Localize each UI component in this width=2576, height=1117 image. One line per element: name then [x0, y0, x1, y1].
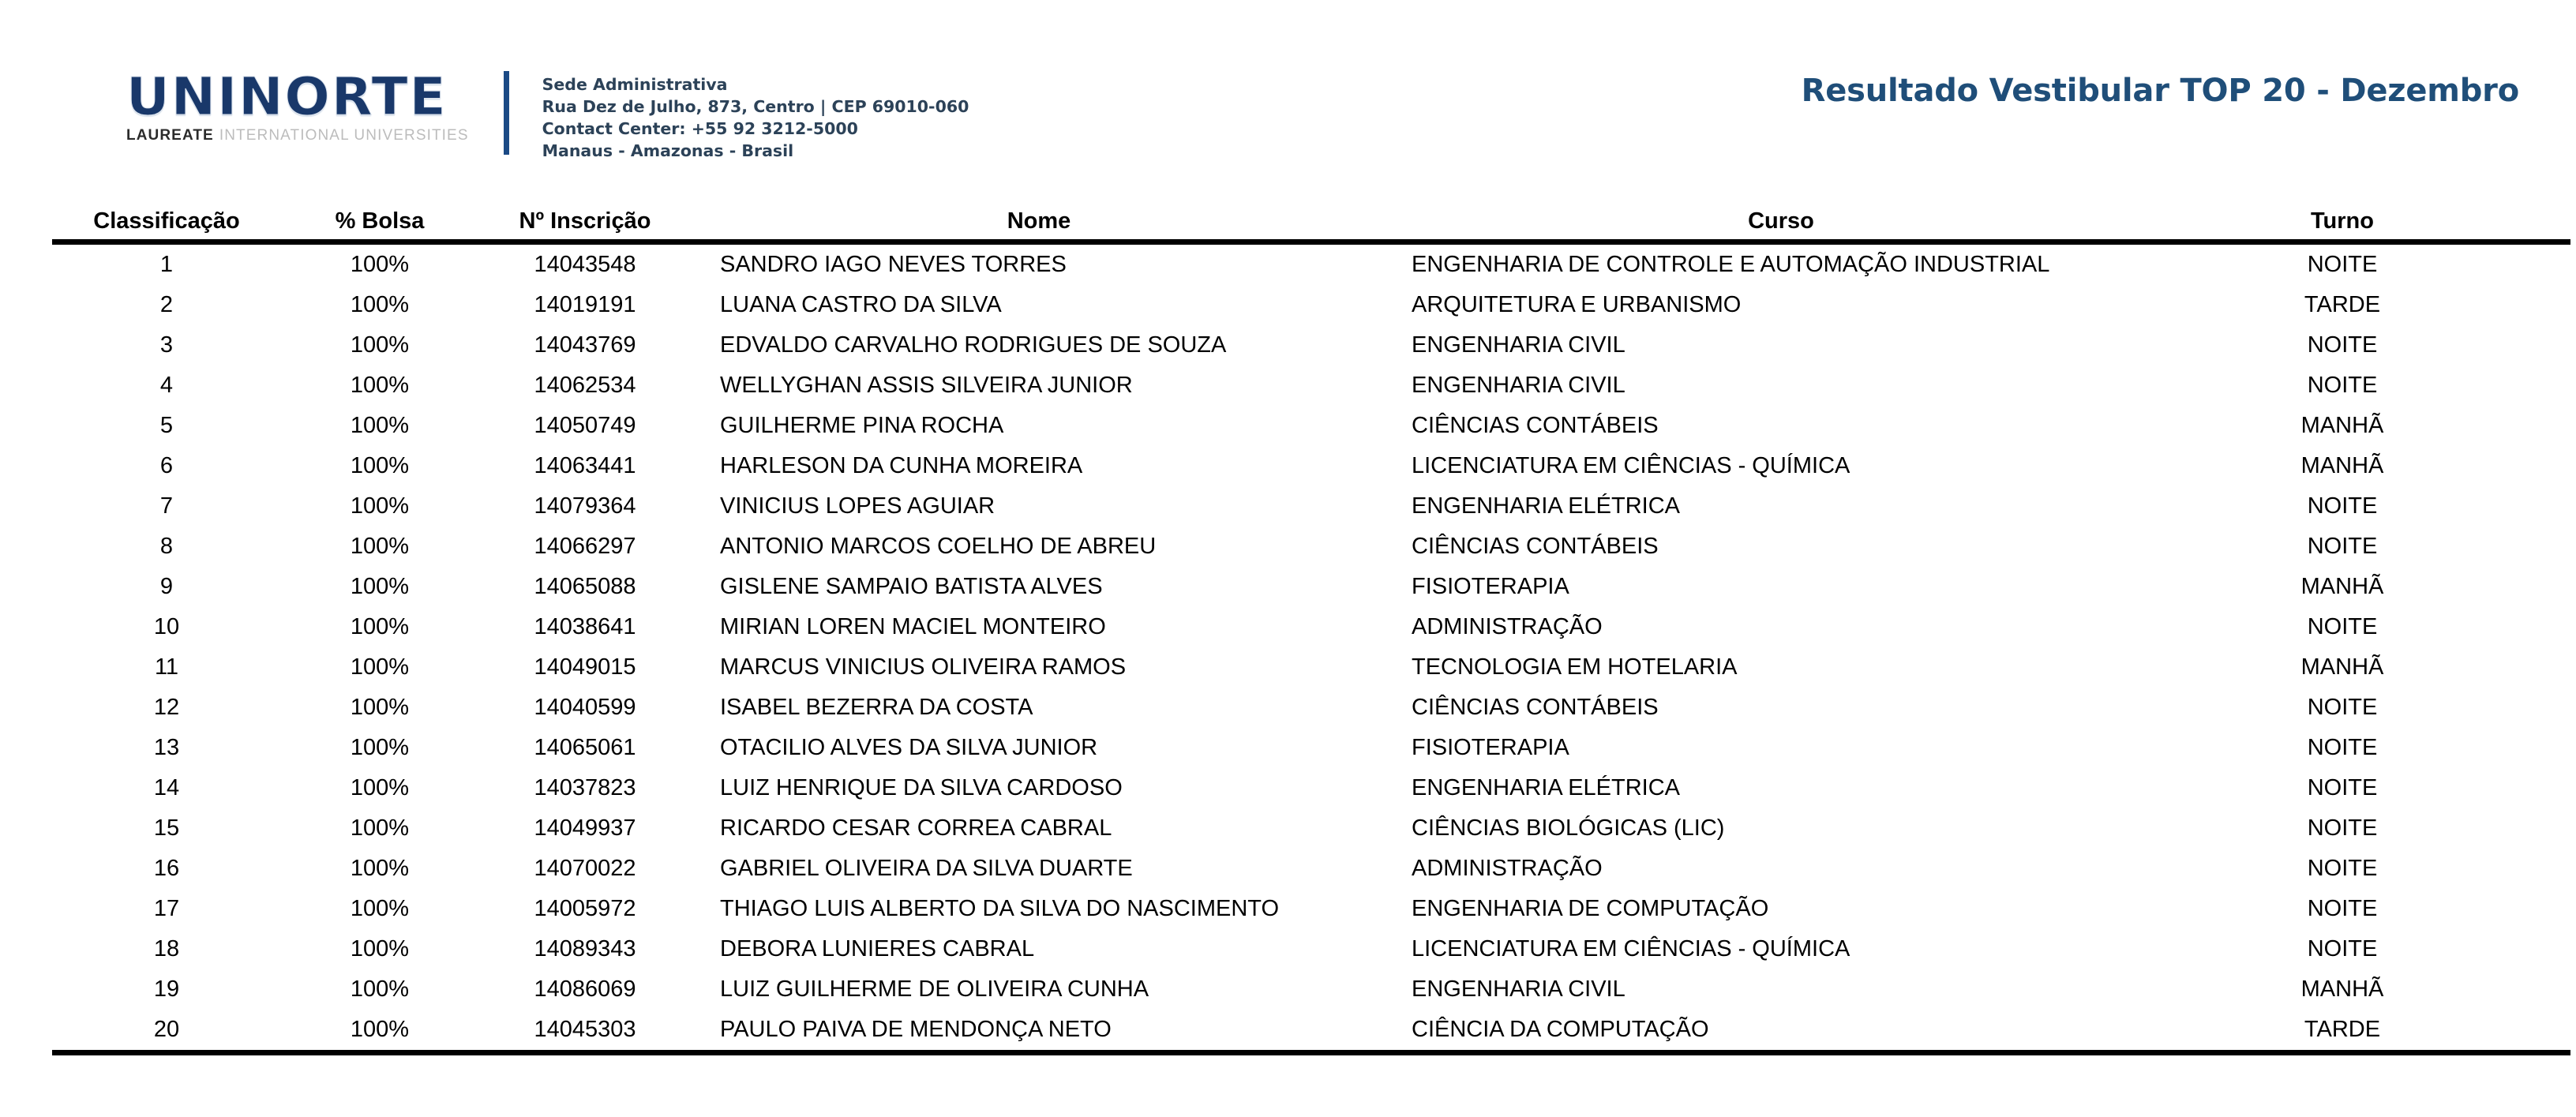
cell-inscricao: 14079364 [534, 493, 636, 519]
cell-inscricao: 14089343 [534, 935, 636, 961]
cell-curso: LICENCIATURA EM CIÊNCIAS - QUÍMICA [1412, 452, 1850, 478]
cell-classificacao: 12 [153, 694, 180, 720]
address-block [542, 69, 969, 163]
rule-inset-right [2570, 768, 2576, 808]
cell-inscricao: 14049015 [534, 654, 636, 680]
rule-inset-left [0, 889, 52, 929]
cell-curso: CIÊNCIAS BIOLÓGICAS (LIC) [1412, 815, 1725, 841]
table-row [0, 486, 2576, 527]
address-line-2: Rua Dez de Julho, 873, Centro | CEP 69010-060 [542, 96, 969, 116]
rule-inset-right [2570, 204, 2576, 242]
rule-inset-left [0, 929, 52, 969]
column-header-inscricao: Nº Inscrição [478, 204, 692, 242]
rule-inset-right [2570, 969, 2576, 1010]
results-table-container [0, 204, 2576, 1055]
rule-inset-right [2570, 728, 2576, 768]
column-header-curso: Curso [1386, 204, 2176, 242]
column-header-bolsa: % Bolsa [281, 204, 478, 242]
column-header-nome: Nome [692, 204, 1386, 242]
brand-block [126, 66, 969, 163]
rule-inset-right [2570, 325, 2576, 365]
cell-bolsa: 100% [281, 1010, 478, 1053]
table-row [0, 567, 2576, 607]
rule-inset-left [0, 204, 52, 242]
cell-nome: MARCUS VINICIUS OLIVEIRA RAMOS [720, 654, 1127, 680]
rule-inset-right [2570, 406, 2576, 446]
cell-classificacao: 19 [153, 976, 180, 1002]
cell-bolsa: 100% [350, 734, 410, 760]
cell-inscricao: 14045303 [478, 1010, 692, 1053]
cell-nome: GISLENE SAMPAIO BATISTA ALVES [720, 573, 1103, 599]
table-row [0, 607, 2576, 647]
cell-classificacao: 13 [153, 734, 180, 760]
table-header-row [0, 204, 2576, 242]
rule-inset-right [2570, 527, 2576, 567]
cell-classificacao: 3 [159, 332, 174, 358]
cell-classificacao: 10 [153, 613, 180, 639]
cell-classificacao: 20 [52, 1010, 281, 1053]
cell-nome: THIAGO LUIS ALBERTO DA SILVA DO NASCIMENTO [720, 895, 1280, 921]
laureate-label: LAUREATE [126, 127, 214, 144]
cell-turno: NOITE [2307, 493, 2378, 519]
document-header [0, 0, 2576, 197]
cell-bolsa: 100% [350, 372, 410, 398]
cell-curso: CIÊNCIA DA COMPUTAÇÃO [1386, 1010, 2176, 1053]
cell-classificacao: 8 [159, 533, 174, 559]
cell-inscricao: 14066297 [534, 533, 636, 559]
vertical-divider [504, 71, 509, 155]
cell-nome: SANDRO IAGO NEVES TORRES [720, 251, 1067, 277]
cell-inscricao: 14050749 [534, 412, 636, 438]
rule-inset-left [0, 285, 52, 325]
table-row [0, 929, 2576, 969]
cell-turno: MANHÃ [2300, 573, 2384, 599]
cell-classificacao: 14 [153, 774, 180, 800]
cell-curso: CIÊNCIAS CONTÁBEIS [1412, 694, 1659, 720]
rule-inset-left [0, 406, 52, 446]
cell-turno: MANHÃ [2300, 412, 2384, 438]
cell-nome: ISABEL BEZERRA DA COSTA [720, 694, 1033, 720]
cell-nome: GABRIEL OLIVEIRA DA SILVA DUARTE [720, 855, 1133, 881]
cell-bolsa: 100% [350, 855, 410, 881]
rule-inset-left [0, 647, 52, 688]
address-line-1: Sede Administrativa [542, 75, 728, 94]
rule-inset-left [0, 567, 52, 607]
cell-bolsa: 100% [350, 291, 410, 317]
cell-bolsa: 100% [350, 412, 410, 438]
cell-turno: MANHÃ [2300, 654, 2384, 680]
address-line-4: Manaus - Amazonas - Brasil [542, 141, 794, 160]
table-row [0, 406, 2576, 446]
cell-inscricao: 14065088 [534, 573, 636, 599]
cell-turno: NOITE [2307, 533, 2378, 559]
cell-turno: NOITE [2307, 815, 2378, 841]
cell-nome: DEBORA LUNIERES CABRAL [720, 935, 1035, 961]
cell-bolsa: 100% [350, 251, 410, 277]
rule-inset-left [0, 728, 52, 768]
rule-inset-right [2570, 285, 2576, 325]
cell-bolsa: 100% [350, 493, 410, 519]
cell-curso: ADMINISTRAÇÃO [1412, 613, 1603, 639]
table-row [0, 647, 2576, 688]
cell-bolsa: 100% [350, 815, 410, 841]
cell-turno: NOITE [2307, 935, 2378, 961]
cell-classificacao: 17 [153, 895, 180, 921]
cell-bolsa: 100% [350, 976, 410, 1002]
rule-inset-left [0, 486, 52, 527]
rule-inset-right [2570, 365, 2576, 406]
table-body [0, 242, 2576, 1052]
cell-inscricao: 14062534 [534, 372, 636, 398]
cell-classificacao: 4 [159, 372, 174, 398]
table-row [0, 969, 2576, 1010]
cell-nome: RICARDO CESAR CORREA CABRAL [720, 815, 1112, 841]
cell-turno: NOITE [2307, 855, 2378, 881]
table-row [0, 242, 2576, 285]
cell-turno: NOITE [2307, 332, 2378, 358]
cell-turno: TARDE [2176, 1010, 2570, 1053]
table-row [0, 688, 2576, 728]
rule-inset-right [2570, 242, 2576, 285]
cell-nome: MIRIAN LOREN MACIEL MONTEIRO [720, 613, 1106, 639]
cell-turno: NOITE [2307, 694, 2378, 720]
table-head [0, 204, 2576, 242]
cell-inscricao: 14063441 [534, 452, 636, 478]
cell-curso: ENGENHARIA CIVIL [1412, 976, 1625, 1002]
table-row [0, 728, 2576, 768]
table-row [0, 446, 2576, 486]
rule-inset-right [2570, 808, 2576, 849]
cell-bolsa: 100% [350, 935, 410, 961]
cell-inscricao: 14043769 [534, 332, 636, 358]
uninorte-wordmark: UNINORTE [126, 66, 448, 127]
table-row [0, 325, 2576, 365]
rule-inset-right [2570, 1010, 2576, 1053]
rule-inset-right [2570, 607, 2576, 647]
rule-inset-left [0, 969, 52, 1010]
cell-inscricao: 14037823 [534, 774, 636, 800]
table-row [0, 365, 2576, 406]
cell-nome: LUIZ GUILHERME DE OLIVEIRA CUNHA [720, 976, 1149, 1002]
cell-nome: EDVALDO CARVALHO RODRIGUES DE SOUZA [720, 332, 1227, 358]
cell-inscricao: 14086069 [534, 976, 636, 1002]
cell-inscricao: 14043548 [534, 251, 636, 277]
rule-inset-right [2570, 647, 2576, 688]
cell-turno: NOITE [2307, 251, 2378, 277]
cell-nome: LUIZ HENRIQUE DA SILVA CARDOSO [720, 774, 1123, 800]
rule-inset-right [2570, 688, 2576, 728]
rule-inset-right [2570, 929, 2576, 969]
cell-curso: ENGENHARIA DE COMPUTAÇÃO [1412, 895, 1769, 921]
cell-inscricao: 14049937 [534, 815, 636, 841]
cell-curso: CIÊNCIAS CONTÁBEIS [1412, 533, 1659, 559]
cell-bolsa: 100% [350, 533, 410, 559]
cell-turno: NOITE [2307, 734, 2378, 760]
results-table [0, 204, 2576, 1055]
cell-nome: GUILHERME PINA ROCHA [720, 412, 1004, 438]
rule-inset-left [0, 849, 52, 889]
table-row [0, 808, 2576, 849]
cell-nome: PAULO PAIVA DE MENDONÇA NETO [692, 1010, 1386, 1053]
cell-curso: ENGENHARIA ELÉTRICA [1412, 774, 1681, 800]
rule-inset-left [0, 242, 52, 285]
laureate-lockup [126, 127, 469, 144]
page-title: Resultado Vestibular TOP 20 - Dezembro [1801, 73, 2519, 109]
cell-classificacao: 16 [153, 855, 180, 881]
address-line-3: Contact Center: +55 92 3212-5000 [542, 118, 858, 138]
cell-bolsa: 100% [350, 573, 410, 599]
cell-turno: NOITE [2307, 895, 2378, 921]
cell-curso: ADMINISTRAÇÃO [1412, 855, 1603, 881]
cell-classificacao: 11 [154, 654, 179, 680]
rule-inset-left [0, 365, 52, 406]
cell-turno: MANHÃ [2300, 976, 2384, 1002]
cell-turno: NOITE [2307, 372, 2378, 398]
cell-bolsa: 100% [350, 774, 410, 800]
column-header-turno: Turno [2176, 204, 2570, 242]
rule-inset-left [0, 768, 52, 808]
cell-inscricao: 14005972 [534, 895, 636, 921]
rule-inset-right [2570, 889, 2576, 929]
cell-nome: LUANA CASTRO DA SILVA [720, 291, 1002, 317]
cell-curso: ENGENHARIA CIVIL [1412, 332, 1625, 358]
cell-inscricao: 14065061 [534, 734, 636, 760]
cell-bolsa: 100% [350, 452, 410, 478]
cell-turno: NOITE [2307, 613, 2378, 639]
table-row [0, 889, 2576, 929]
cell-inscricao: 14040599 [534, 694, 636, 720]
cell-turno: MANHÃ [2300, 452, 2384, 478]
cell-inscricao: 14070022 [534, 855, 636, 881]
cell-nome: ANTONIO MARCOS COELHO DE ABREU [720, 533, 1157, 559]
cell-bolsa: 100% [350, 332, 410, 358]
cell-classificacao: 15 [153, 815, 180, 841]
table-row [0, 768, 2576, 808]
cell-bolsa: 100% [350, 694, 410, 720]
cell-curso: FISIOTERAPIA [1412, 573, 1569, 599]
cell-classificacao: 9 [159, 573, 174, 599]
table-row [0, 527, 2576, 567]
rule-inset-left [0, 607, 52, 647]
rule-inset-left [0, 446, 52, 486]
column-header-classificacao: Classificação [52, 204, 281, 242]
cell-classificacao: 1 [159, 251, 174, 277]
international-universities-label: INTERNATIONAL UNIVERSITIES [219, 127, 469, 144]
cell-turno: TARDE [2304, 291, 2381, 317]
cell-classificacao: 5 [159, 412, 174, 438]
cell-curso: ARQUITETURA E URBANISMO [1412, 291, 1742, 317]
rule-inset-right [2570, 486, 2576, 527]
cell-classificacao: 7 [159, 493, 174, 519]
cell-nome: HARLESON DA CUNHA MOREIRA [720, 452, 1083, 478]
rule-inset-left [0, 527, 52, 567]
cell-classificacao: 18 [153, 935, 180, 961]
cell-bolsa: 100% [350, 613, 410, 639]
cell-turno: NOITE [2307, 774, 2378, 800]
cell-curso: ENGENHARIA DE CONTROLE E AUTOMAÇÃO INDUSTRIAL [1412, 251, 2050, 277]
cell-curso: ENGENHARIA ELÉTRICA [1412, 493, 1681, 519]
cell-bolsa: 100% [350, 895, 410, 921]
cell-bolsa: 100% [350, 654, 410, 680]
cell-curso: FISIOTERAPIA [1412, 734, 1569, 760]
table-row [0, 285, 2576, 325]
rule-inset-left [0, 808, 52, 849]
cell-curso: LICENCIATURA EM CIÊNCIAS - QUÍMICA [1412, 935, 1850, 961]
cell-classificacao: 2 [159, 291, 174, 317]
rule-inset-right [2570, 446, 2576, 486]
uninorte-logo [126, 66, 469, 144]
rule-inset-left [0, 325, 52, 365]
cell-curso: CIÊNCIAS CONTÁBEIS [1412, 412, 1659, 438]
cell-nome: VINICIUS LOPES AGUIAR [720, 493, 996, 519]
cell-nome: OTACILIO ALVES DA SILVA JUNIOR [720, 734, 1098, 760]
rule-inset-right [2570, 567, 2576, 607]
cell-inscricao: 14019191 [534, 291, 636, 317]
rule-inset-left [0, 1010, 52, 1053]
cell-classificacao: 6 [159, 452, 174, 478]
rule-inset-right [2570, 849, 2576, 889]
table-row [0, 1010, 2576, 1053]
table-row [0, 849, 2576, 889]
rule-inset-left [0, 688, 52, 728]
cell-curso: ENGENHARIA CIVIL [1412, 372, 1625, 398]
cell-nome: WELLYGHAN ASSIS SILVEIRA JUNIOR [720, 372, 1133, 398]
cell-inscricao: 14038641 [534, 613, 636, 639]
cell-curso: TECNOLOGIA EM HOTELARIA [1412, 654, 1738, 680]
